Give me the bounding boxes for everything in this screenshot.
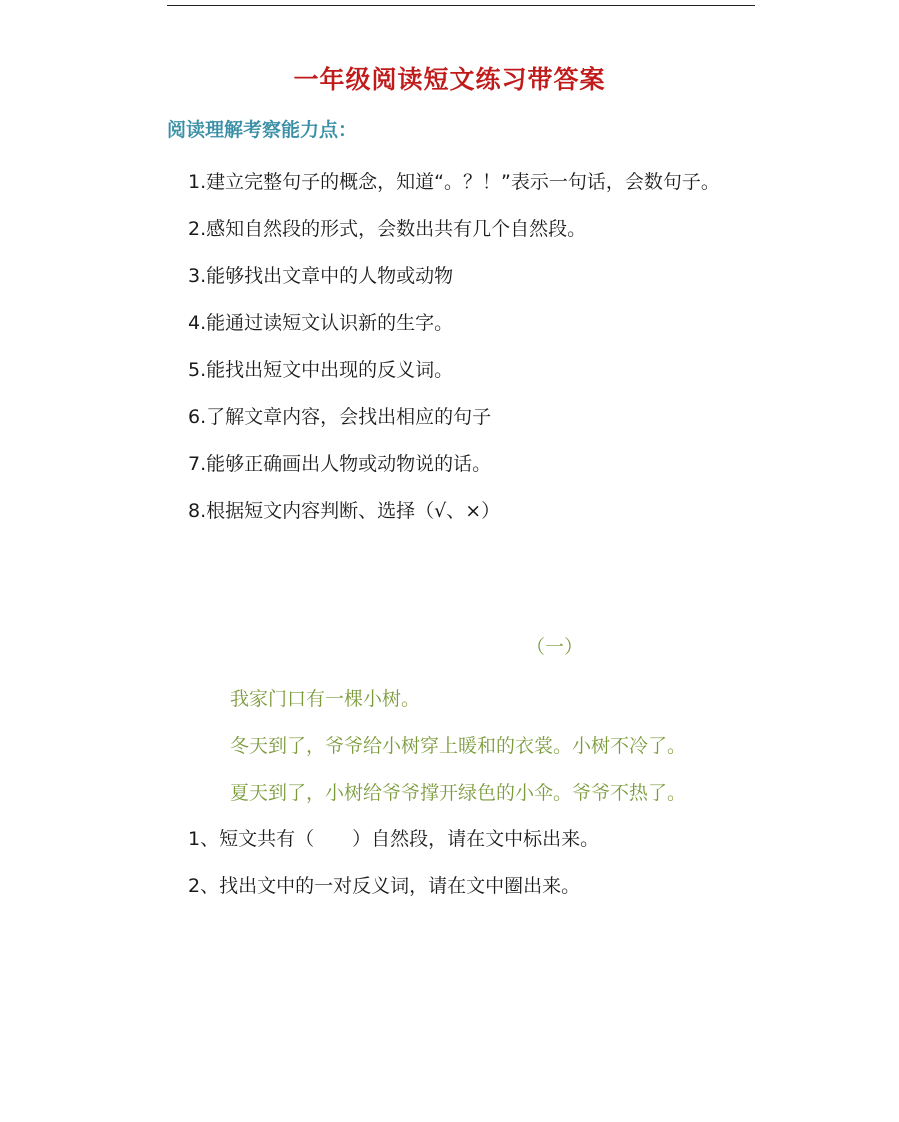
passage-paragraph: 冬天到了，爷爷给小树穿上暖和的衣裳。小树不冷了。 — [230, 735, 687, 757]
ability-point: 7.能够正确画出人物或动物说的话。 — [188, 453, 492, 475]
passage-paragraph: 夏天到了，小树给爷爷撑开绿色的小伞。爷爷不热了。 — [230, 782, 687, 804]
questions-list — [188, 816, 599, 910]
ability-points-list — [167, 158, 759, 535]
reading-passage — [230, 676, 686, 817]
ability-point: 3.能够找出文章中的人物或动物 — [188, 265, 454, 287]
question-item: 2、找出文中的一对反义词，请在文中圈出来。 — [188, 875, 581, 897]
ability-point: 2.感知自然段的形式，会数出共有几个自然段。 — [188, 218, 587, 240]
section-heading: （一） — [525, 636, 583, 658]
top-rule — [167, 5, 755, 6]
ability-point: 5.能找出短文中出现的反义词。 — [188, 359, 454, 381]
ability-point: 4.能通过读短文认识新的生字。 — [188, 312, 454, 334]
ability-point: 1.建立完整句子的概念，知道“。？！”表示一句话，会数句子。 — [188, 171, 720, 193]
ability-point: 6.了解文章内容，会找出相应的句子 — [188, 406, 492, 428]
question-item: 1、短文共有（ ）自然段，请在文中标出来。 — [188, 828, 600, 850]
passage-paragraph: 我家门口有一棵小树。 — [230, 688, 421, 710]
document-title: 一年级阅读短文练习带答案 — [293, 65, 606, 94]
ability-points-heading: 阅读理解考察能力点： — [167, 119, 358, 141]
ability-point: 8.根据短文内容判断、选择（√、×） — [188, 500, 501, 522]
